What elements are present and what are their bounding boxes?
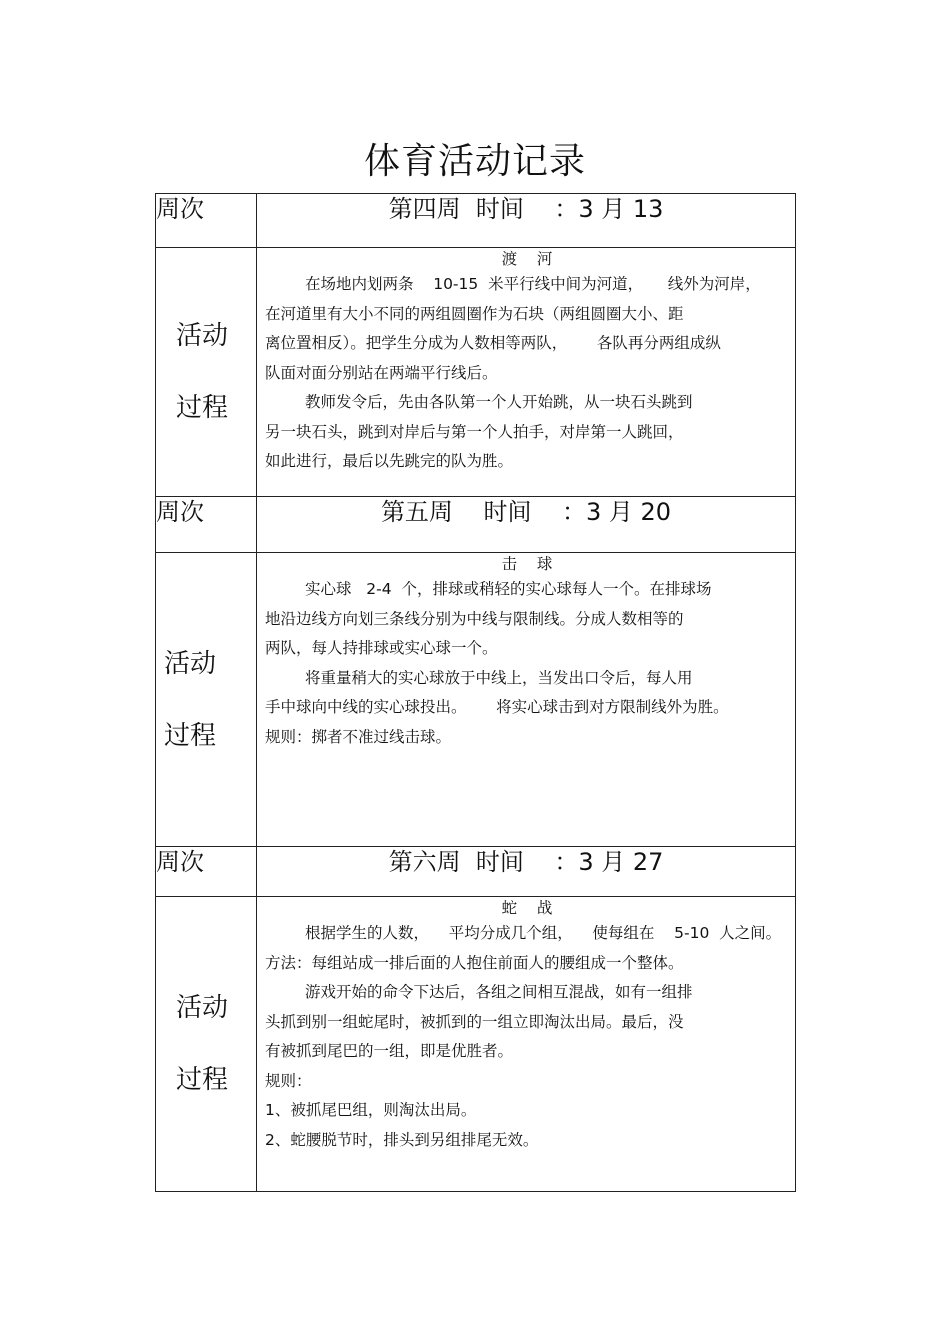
content-line: 如此进行，最后以先跳完的队为胜。 <box>265 452 514 470</box>
content-line: 在场地内划两条 10-15 米平行线中间为河道， 线外为河岸， <box>305 275 761 293</box>
content-line: 离位置相反）。把学生分成为人数相等两队， 各队再分两组成纵 <box>265 334 721 352</box>
content-line: 地沿边线方向划三条线分别为中线与限制线。分成人数相等的 <box>265 609 684 628</box>
content-line: 实心球 2-4 个，排球或稍轻的实心球每人一个。在排球场 <box>305 580 712 598</box>
activity-name: 渡 河 <box>501 250 553 268</box>
week-label: 周次 <box>156 497 257 553</box>
content-line: 1、被抓尾巴组，则淘汰出局。 <box>265 1101 477 1119</box>
week-label: 周次 <box>156 847 257 897</box>
content-line: 规则：掷者不准过线击球。 <box>265 727 452 746</box>
week-label: 周次 <box>156 194 257 248</box>
activity-name: 击 球 <box>501 555 553 573</box>
content-line: 游戏开始的命令下达后，各组之间相互混战，如有一组排 <box>305 983 693 1001</box>
content-line: 有被抓到尾巴的一组，即是优胜者。 <box>265 1042 514 1060</box>
activity-name: 蛇 战 <box>501 899 553 917</box>
process-label-1: 活动 <box>164 648 217 679</box>
process-label-cell <box>156 897 257 1192</box>
process-label-cell <box>156 553 257 847</box>
content-line: 手中球向中线的实心球投出。 将实心球击到对方限制线外为胜。 <box>265 698 729 716</box>
process-label-cell <box>156 248 257 497</box>
process-content <box>257 897 796 1192</box>
process-label-1: 活动 <box>176 993 229 1023</box>
process-row <box>156 248 796 497</box>
content-line: 队面对面分别站在两端平行线后。 <box>265 363 498 382</box>
process-label-2: 过程 <box>176 1065 229 1095</box>
content-line: 两队，每人持排球或实心球一个。 <box>265 639 498 657</box>
week-row <box>156 194 796 248</box>
week-info: 第四周 时间 ：3 月 13 <box>257 194 796 248</box>
process-content <box>257 248 796 497</box>
week-info: 第五周 时间 ：3 月 20 <box>257 497 796 553</box>
content-line: 在河道里有大小不同的两组圆圈作为石块（两组圆圈大小、距 <box>265 304 684 323</box>
process-row <box>156 897 796 1192</box>
process-label-1: 活动 <box>176 321 229 351</box>
content-line: 教师发令后，先由各队第一个人开始跳，从一块石头跳到 <box>305 393 693 411</box>
content-line: 将重量稍大的实心球放于中线上，当发出口令后，每人用 <box>305 668 693 687</box>
activity-record-table <box>155 193 796 1192</box>
content-line: 另一块石头，跳到对岸后与第一个人拍手，对岸第一人跳回， <box>265 422 684 441</box>
content-line: 规则： <box>265 1071 312 1090</box>
process-label-2: 过程 <box>164 720 217 751</box>
content-line: 2、蛇腰脱节时，排头到另组排尾无效。 <box>265 1130 539 1149</box>
content-line: 方法：每组站成一排后面的人抱住前面人的腰组成一个整体。 <box>265 953 684 972</box>
process-label-2: 过程 <box>176 393 229 423</box>
content-line: 头抓到别一组蛇尾时，被抓到的一组立即淘汰出局。最后，没 <box>265 1012 684 1031</box>
document-title: 体育活动记录 <box>363 141 586 182</box>
week-row <box>156 497 796 553</box>
process-row <box>156 553 796 847</box>
week-info: 第六周 时间 ：3 月 27 <box>257 847 796 897</box>
content-line: 根据学生的人数， 平均分成几个组， 使每组在 5-10 人之间。 <box>305 924 782 942</box>
week-row <box>156 847 796 897</box>
process-content <box>257 553 796 847</box>
